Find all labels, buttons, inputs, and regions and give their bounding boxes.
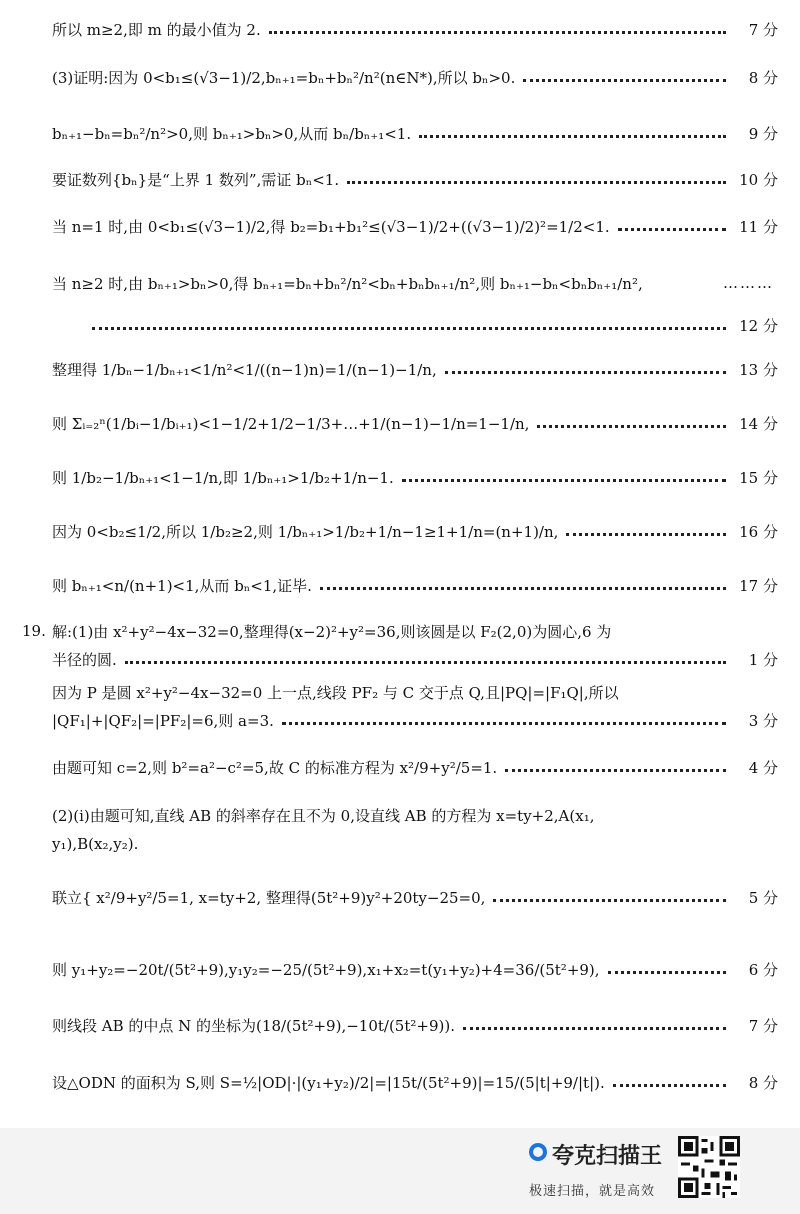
solution-line bbox=[52, 20, 778, 40]
score-label: 12 分 bbox=[739, 317, 778, 335]
scanner-brand: 夸克扫描王 bbox=[552, 1144, 663, 1169]
line-text: bₙ₊₁−bₙ=bₙ²/n²>0,则 bₙ₊₁>bₙ>0,从而 bₙ/bₙ₊₁<1. bbox=[52, 125, 412, 143]
dot-leader bbox=[505, 769, 726, 772]
score-label: 1 分 bbox=[748, 651, 778, 669]
dot-leader bbox=[613, 1084, 726, 1087]
line-text: 则 1/b₂−1/bₙ₊₁<1−1/n,即 1/bₙ₊₁>1/b₂+1/n−1. bbox=[52, 469, 394, 487]
scanner-logo-icon bbox=[529, 1143, 547, 1161]
line-text: 半径的圆. bbox=[52, 651, 117, 669]
solution-line bbox=[52, 68, 778, 88]
dot-leader bbox=[347, 181, 726, 184]
solution-line bbox=[52, 1016, 778, 1036]
dot-leader bbox=[402, 479, 726, 482]
score-label: 6 分 bbox=[748, 961, 778, 979]
line-text: 则 y₁+y₂=−20t/(5t²+9),y₁y₂=−25/(5t²+9),x₁+x₂=t(y₁+y₂)+4=36/(5t²+9), bbox=[52, 961, 600, 979]
solution-line bbox=[52, 888, 778, 908]
score-label: 5 分 bbox=[748, 889, 778, 907]
line-text: 则 Σᵢ₌₂ⁿ(1/bᵢ−1/bᵢ₊₁)<1−1/2+1/2−1/3+…+1/(n−1)−1/n=1−1/n, bbox=[52, 415, 530, 433]
solution-line: y₁),B(x₂,y₂). bbox=[52, 835, 139, 853]
solution-line: 解:(1)由 x²+y²−4x−32=0,整理得(x−2)²+y²=36,则该圆是以 F₂(2,0)为圆心,6 为 bbox=[52, 623, 612, 641]
solution-line: 当 n≥2 时,由 bₙ₊₁>bₙ>0,得 bₙ₊₁=bₙ+bₙ²/n²<bₙ+bₙbₙ₊₁/n²,则 bₙ₊₁−bₙ<bₙbₙ₊₁/n², bbox=[52, 275, 643, 293]
dot-leader bbox=[618, 228, 726, 231]
dot-leader bbox=[269, 31, 726, 34]
solution-line bbox=[52, 217, 778, 237]
dot-leader bbox=[537, 425, 726, 428]
line-text: 则 bₙ₊₁<n/(n+1)<1,从而 bₙ<1,证毕. bbox=[52, 577, 312, 595]
solution-line bbox=[52, 1073, 778, 1093]
score-label: 7 分 bbox=[748, 1017, 778, 1035]
dot-leader: ……… bbox=[723, 274, 774, 292]
solution-line bbox=[52, 414, 778, 434]
dot-leader bbox=[92, 327, 726, 330]
line-text: 因为 0<b₂≤1/2,所以 1/b₂≥2,则 1/bₙ₊₁>1/b₂+1/n−1≥1+1/n=(n+1)/n, bbox=[52, 523, 559, 541]
solution-line bbox=[52, 960, 778, 980]
solution-line: 因为 P 是圆 x²+y²−4x−32=0 上一点,线段 PF₂ 与 C 交于点 Q,且|PQ|=|F₁Q|,所以 bbox=[52, 684, 619, 702]
line-text: 则线段 AB 的中点 N 的坐标为(18/(5t²+9),−10t/(5t²+9)). bbox=[52, 1017, 455, 1035]
scanner-slogan: 极速扫描，就是高效 bbox=[529, 1184, 656, 1199]
solution-line bbox=[52, 360, 778, 380]
line-text: (3)证明:因为 0<b₁≤(√3−1)/2,bₙ₊₁=bₙ+bₙ²/n²(n∈N*),所以 bₙ>0. bbox=[52, 69, 516, 87]
score-label: 8 分 bbox=[748, 69, 778, 87]
dot-leader bbox=[608, 971, 726, 974]
dot-leader bbox=[566, 533, 726, 536]
line-text: |QF₁|+|QF₂|=|PF₂|=6,则 a=3. bbox=[52, 712, 274, 730]
line-text: 联立{ x²/9+y²/5=1, x=ty+2, 整理得(5t²+9)y²+20ty−25=0, bbox=[52, 889, 486, 907]
score-label: 15 分 bbox=[739, 469, 778, 487]
dot-leader bbox=[282, 722, 726, 725]
solution-line bbox=[52, 468, 778, 488]
line-text: 设△ODN 的面积为 S,则 S=½|OD|·|(y₁+y₂)/2|=|15t/(5t²+9)|=15/(5|t|+9/|t|). bbox=[52, 1074, 605, 1092]
problem-number: 19. bbox=[22, 622, 46, 640]
dot-leader bbox=[125, 661, 726, 664]
score-label: 10 分 bbox=[739, 171, 778, 189]
line-text: 当 n=1 时,由 0<b₁≤(√3−1)/2,得 b₂=b₁+b₁²≤(√3−1)/2+((√3−1)/2)²=1/2<1. bbox=[52, 218, 610, 236]
solution-line bbox=[52, 576, 778, 596]
qr-code-icon bbox=[678, 1136, 740, 1198]
line-text: 要证数列{bₙ}是“上界 1 数列”,需证 bₙ<1. bbox=[52, 171, 340, 189]
dot-leader bbox=[463, 1027, 726, 1030]
score-label: 13 分 bbox=[739, 361, 778, 379]
dot-leader bbox=[419, 135, 726, 138]
solution-line bbox=[52, 711, 778, 731]
dot-leader bbox=[445, 371, 726, 374]
solution-line bbox=[52, 522, 778, 542]
solution-line bbox=[52, 316, 778, 336]
solution-line bbox=[52, 124, 778, 144]
line-text: 整理得 1/bₙ−1/bₙ₊₁<1/n²<1/((n−1)n)=1/(n−1)−1/n, bbox=[52, 361, 437, 379]
score-label: 4 分 bbox=[748, 759, 778, 777]
score-label: 14 分 bbox=[739, 415, 778, 433]
score-label: 9 分 bbox=[748, 125, 778, 143]
line-text: 所以 m≥2,即 m 的最小值为 2. bbox=[52, 21, 261, 39]
line-text: 由题可知 c=2,则 b²=a²−c²=5,故 C 的标准方程为 x²/9+y²/5=1. bbox=[52, 759, 498, 777]
score-label: 7 分 bbox=[748, 21, 778, 39]
score-label: 17 分 bbox=[739, 577, 778, 595]
dot-leader bbox=[493, 899, 726, 902]
score-label: 11 分 bbox=[739, 218, 778, 236]
dot-leader bbox=[523, 79, 726, 82]
solution-line bbox=[52, 650, 778, 670]
solution-line bbox=[52, 170, 778, 190]
solution-line bbox=[52, 758, 778, 778]
score-label: 16 分 bbox=[739, 523, 778, 541]
score-label: 3 分 bbox=[748, 712, 778, 730]
score-label: 8 分 bbox=[748, 1074, 778, 1092]
solution-line: (2)(i)由题可知,直线 AB 的斜率存在且不为 0,设直线 AB 的方程为 x=ty+2,A(x₁, bbox=[52, 807, 595, 825]
dot-leader bbox=[320, 587, 726, 590]
